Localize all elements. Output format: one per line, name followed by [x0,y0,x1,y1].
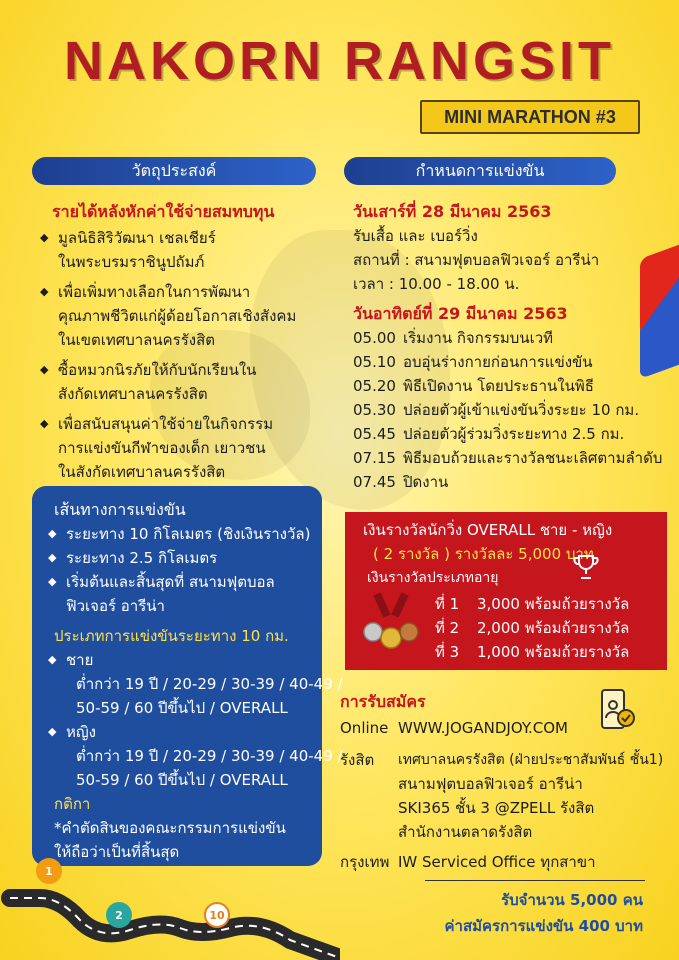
bullet-icon: ◆ [40,363,49,376]
objective-item [40,412,330,484]
schedule-event: ปล่อยตัวผู้เข้าแข่งขันวิ่งระยะ 10 กม. [403,401,640,419]
schedule-event: เริ่มงาน กิจกรรมบนเวที [403,329,554,347]
prize-amount: 3,000 พร้อมถ้วยรางวัล [477,595,630,613]
bullet-icon: ◆ [40,285,49,298]
schedule-time: 07.15 [353,449,396,467]
objective-item [40,226,330,274]
page-title: NAKORN RANGSIT [64,31,615,91]
schedule-row [353,350,663,374]
route-panel [32,486,343,866]
category-male [48,648,343,720]
objective-line: เพื่อเพิ่มทางเลือกในการพัฒนา [58,283,251,301]
category-line: ต่ำกว่า 19 ปี / 20-29 / 30-39 / 40-49 / [76,747,343,765]
objective-line: ในพระบรมราชินูปถัมภ์ [58,253,205,271]
schedule-time: 07.45 [353,473,396,491]
bullet-icon: ◆ [48,551,57,564]
registration-label: Online [340,719,389,737]
rules-line: *คำตัดสินของคณะกรรมการแข่งขัน [54,819,286,837]
bullet-icon: ◆ [48,725,57,738]
category-line: 50-59 / 60 ปีขึ้นไป / OVERALL [76,699,288,717]
category-heading: ประเภทการแข่งขันระยะทาง 10 กม. [54,627,289,645]
bullet-icon: ◆ [40,417,49,430]
objectives-list [40,226,330,484]
bullet-icon: ◆ [48,653,57,666]
route-heading: เส้นทางการแข่งขัน [54,500,186,519]
registration-value: IW Serviced Office ทุกสาขา [398,853,596,871]
schedule-header: กำหนดการแข่งขัน [344,157,616,185]
schedule-event: อบอุ่นร่างกายก่อนการแข่งขัน [403,353,593,371]
route-line: เริ่มต้นและสิ้นสุดที่ สนามฟุตบอล [66,573,275,591]
registration-value: WWW.JOGANDJOY.COM [398,719,568,737]
event-subtitle: MINI MARATHON #3 [420,100,640,134]
route-line: ระยะทาง 10 กิโลเมตร (ชิงเงินรางวัล) [66,525,311,543]
schedule-day2-date: วันอาทิตย์ที่ 29 มีนาคม 2563 [353,304,568,323]
objectives-heading: รายได้หลังหักค่าใช้จ่ายสมทบทุน [52,202,275,221]
category-line: 50-59 / 60 ปีขึ้นไป / OVERALL [76,771,288,789]
schedule-event: ปล่อยตัวผู้ร่วมวิ่งระยะทาง 2.5 กม. [403,425,625,443]
registration-label: รังสิต [340,751,375,769]
trophy-icon [571,552,601,582]
schedule-time: 05.20 [353,377,396,395]
route-item [48,522,311,546]
registration-row [340,748,675,844]
objective-line: เพื่อสนับสนุนค่าใช้จ่ายในกิจกรรม [58,415,274,433]
category-label: หญิง [66,723,96,741]
prize-ranks [435,592,629,664]
objective-line: ในเขตเทศบาลนครรังสิต [58,331,215,349]
objective-line: สังกัดเทศบาลนครรังสิต [58,385,208,403]
registration-heading: การรับสมัคร [340,692,426,711]
route-line: ระยะทาง 2.5 กิโลเมตร [66,549,218,567]
prize-rank [435,592,629,616]
route-item [48,546,306,570]
registration-value: SKI365 ชั้น 3 @ZPELL รังสิต [398,799,595,817]
schedule-row [353,470,663,494]
objectives-header: วัตถุประสงค์ [32,157,316,185]
registration-quota: รับจำนวน 5,000 คน [501,891,643,909]
registration-value: สนามฟุตบอลฟิวเจอร์ อารีน่า [398,775,583,793]
schedule-row [353,446,663,470]
prize-panel [345,512,667,670]
category-label: ชาย [66,651,94,669]
rules-heading: กติกา [54,795,91,813]
bullet-icon: ◆ [48,575,57,588]
prize-place: ที่ 2 [435,619,460,637]
schedule-row [353,374,663,398]
prize-place: ที่ 3 [435,643,460,661]
prize-line3: เงินรางวัลประเภทอายุ [367,570,499,586]
prize-place: ที่ 1 [435,595,460,613]
route-marker-start: 1 [36,858,62,884]
registration-list [340,716,675,874]
schedule-day1 [353,200,663,296]
route-line: ฟิวเจอร์ อารีน่า [66,597,165,615]
route-item [48,570,306,618]
schedule-event: พิธีมอบถ้วยและรางวัลชนะเลิศตามลำดับ [403,449,663,467]
objective-item [40,358,330,406]
prize-amount: 1,000 พร้อมถ้วยรางวัล [477,643,630,661]
schedule-day2 [353,302,663,494]
schedule-day1-line: เวลา : 10.00 - 18.00 น. [353,275,520,293]
schedule-time: 05.30 [353,401,396,419]
schedule-row [353,398,663,422]
route-marker-end: 10 [204,902,230,928]
category-line: ต่ำกว่า 19 ปี / 20-29 / 30-39 / 40-49 / [76,675,343,693]
objective-line: ซื้อหมวกนิรภัยให้กับนักเรียนใน [58,361,257,379]
registration-row [340,850,675,874]
bullet-icon: ◆ [40,231,49,244]
objective-line: คุณภาพชีวิตแก่ผู้ด้อยโอกาสเชิงสังคม [58,307,297,325]
schedule-row [353,422,663,446]
objective-line: มูลนิธิสิริวัฒนา เชลเชียร์ [58,229,216,247]
prize-rank [435,640,629,664]
schedule-day1-line: รับเสื้อ และ เบอร์วิ่ง [353,227,478,245]
objective-line: ในสังกัดเทศบาลนครรังสิต [58,463,226,481]
schedule-row [353,326,663,350]
objective-line: การแข่งขันกีฬาของเด็ก เยาวชน [58,439,266,457]
bullet-icon: ◆ [48,527,57,540]
objective-item [40,280,330,352]
schedule-time: 05.10 [353,353,396,371]
registration-row [340,716,675,740]
schedule-day1-line: สถานที่ : สนามฟุตบอลฟิวเจอร์ อารีน่า [353,251,600,269]
prize-line1: เงินรางวัลนักวิ่ง OVERALL ชาย - หญิง [363,521,613,539]
divider [425,880,645,881]
prize-rank [435,616,629,640]
medals-icon [359,592,423,652]
prize-line2: ( 2 รางวัล ) รางวัลละ 5,000 บาท [373,545,594,563]
schedule-event: ปิดงาน [403,473,449,491]
schedule-day1-date: วันเสาร์ที่ 28 มีนาคม 2563 [353,202,552,221]
registration-value: สำนักงานตลาดรังสิต [398,823,533,841]
registration-fee: ค่าสมัครการแข่งขัน 400 บาท [444,917,643,935]
schedule-time: 05.45 [353,425,396,443]
schedule-event: พิธีเปิดงาน โดยประธานในพิธี [403,377,594,395]
category-female [48,720,343,792]
schedule-time: 05.00 [353,329,396,347]
rules-line: ให้ถือว่าเป็นที่สิ้นสุด [54,843,180,861]
registration-value: เทศบาลนครรังสิต (ฝ่ายประชาสัมพันธ์ ชั้น1) [398,752,664,768]
registration-label: กรุงเทพ [340,853,390,871]
prize-amount: 2,000 พร้อมถ้วยรางวัล [477,619,630,637]
route-marker-mid: 2 [106,902,132,928]
